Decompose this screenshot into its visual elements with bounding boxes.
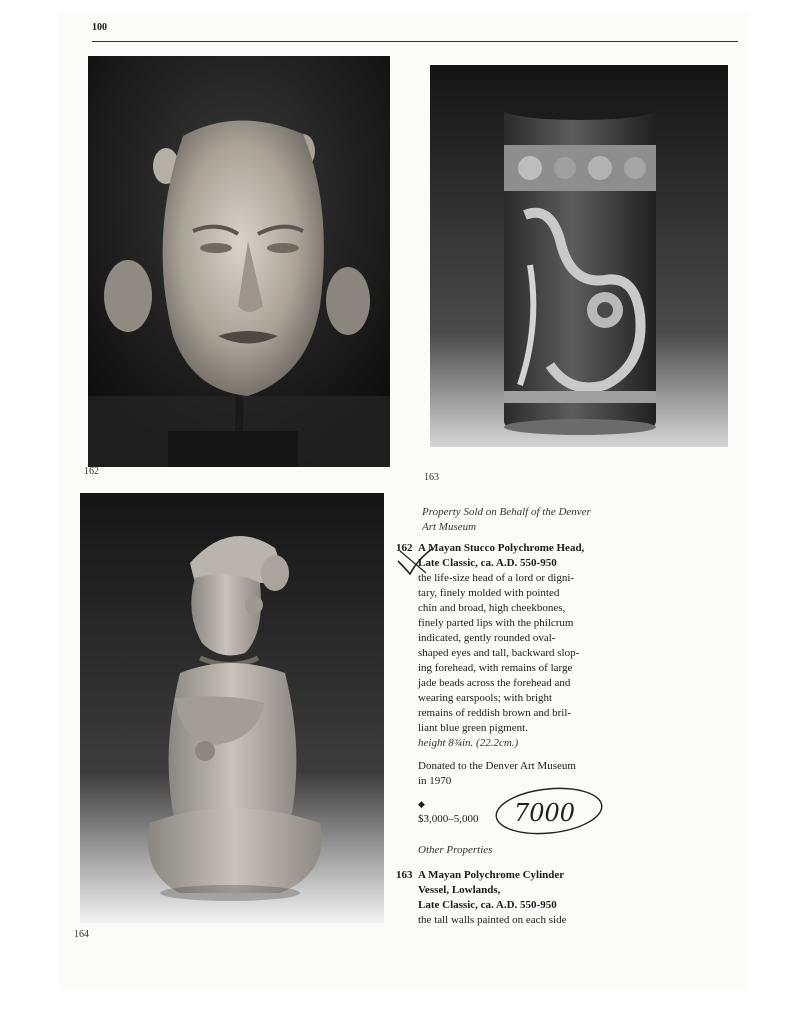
provenance-line2: in 1970 [418,775,452,787]
provenance-heading-line2: Art Museum [422,521,477,533]
handwritten-price-annotation [492,785,606,837]
photo-caption-164: 164 [74,929,89,940]
lot-163-number: 163 [396,869,413,881]
lot-163-title-line1: A Mayan Polychrome Cylinder [418,869,565,881]
photo-caption-163: 163 [424,472,439,483]
lot-162-estimate: $3,000–5,000 [418,813,479,825]
description-line: jade beads across the forehead and [418,677,571,689]
description-line: tary, finely molded with pointed [418,587,560,599]
description-line: chin and broad, high cheekbones, [418,602,566,614]
description-line: finely parted lips with the philcrum [418,617,574,629]
description-line: remains of reddish brown and bril- [418,707,572,719]
lot-163-title-line3: Late Classic, ca. A.D. 550-950 [418,899,557,911]
stucco-head-photo [88,56,390,467]
lot-162-title-line1: A Mayan Stucco Polychrome Head, [418,542,585,554]
header-rule [92,41,738,42]
provenance-line1: Donated to the Denver Art Museum [418,760,576,772]
photo-caption-162: 162 [84,466,99,477]
lot-163-heading [396,868,626,913]
lot-162-heading [396,541,626,571]
handwritten-price-text: 7000 [514,799,576,827]
lot-162-height: height 8¾in. (22.2cm.) [418,737,519,749]
lot-162-description [396,571,626,751]
description-line: shaped eyes and tall, backward slop- [418,647,580,659]
description-line: liant blue green pigment. [418,722,528,734]
description-line: the life-size head of a lord or digni- [418,572,575,584]
description-line: wearing earspools; with bright [418,692,553,704]
page-number: 100 [92,22,107,33]
lot-163-title-line2: Vessel, Lowlands, [418,884,501,896]
provenance-heading-line1: Property Sold on Behalf of the Denver [422,506,591,518]
other-properties-heading: Other Properties [418,844,493,856]
lot-162-number: 162 [396,542,413,554]
lot-162-title-line2: Late Classic, ca. A.D. 550-950 [418,557,557,569]
lot-163-description: the tall walls painted on each side [418,914,567,926]
description-line: ing forehead, with remains of large [418,662,573,674]
lot-text-column [396,505,626,928]
diamond-symbol: ◆ [418,799,425,809]
seated-figure-photo [80,493,384,923]
description-line: indicated, gently rounded oval- [418,632,556,644]
cylinder-vessel-photo [430,65,728,447]
